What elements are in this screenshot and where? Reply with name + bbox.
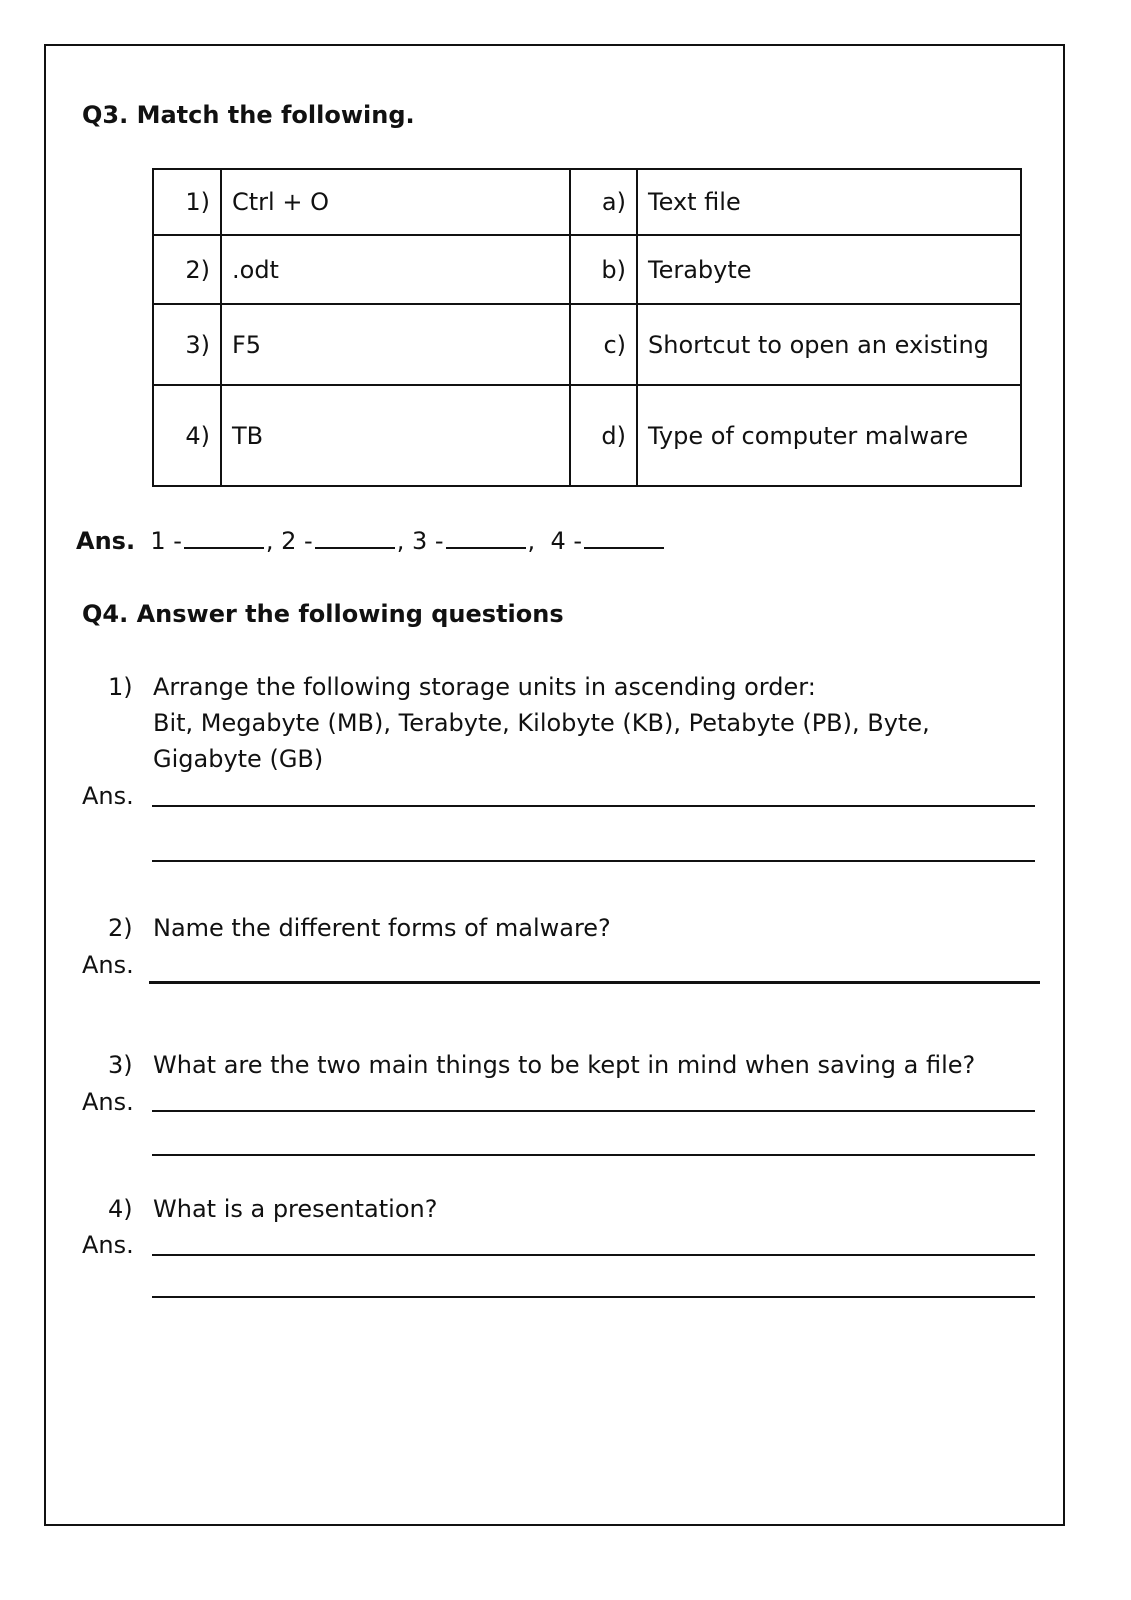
q3-answer-line: Ans. 1 - , 2 - , 3 - , 4 -	[76, 526, 666, 556]
right-item: Terabyte	[637, 235, 1021, 304]
answer-line[interactable]	[152, 805, 1035, 807]
ans-label: Ans.	[82, 782, 134, 810]
question-text: Name the different forms of malware?	[153, 914, 611, 942]
answer-blank[interactable]	[446, 527, 526, 549]
row-number: 1)	[153, 169, 221, 235]
question-number: 3)	[108, 1051, 133, 1079]
answer-line[interactable]	[152, 1254, 1035, 1256]
answer-line[interactable]	[152, 1296, 1035, 1298]
table-row	[153, 385, 1021, 486]
answer-line[interactable]	[152, 1154, 1035, 1156]
row-letter: b)	[570, 235, 637, 304]
row-number: 3)	[153, 304, 221, 385]
question-text: Bit, Megabyte (MB), Terabyte, Kilobyte (KB), Petabyte (PB), Byte,	[153, 709, 930, 737]
answer-line[interactable]	[149, 981, 1040, 984]
ans-item: 2 -	[281, 527, 313, 555]
question-number: 1)	[108, 673, 133, 701]
table-row	[153, 304, 1021, 385]
left-item: TB	[221, 385, 570, 486]
answer-line[interactable]	[152, 1110, 1035, 1112]
left-item: Ctrl + O	[221, 169, 570, 235]
ans-item: 4 -	[550, 527, 582, 555]
question-text: Arrange the following storage units in ascending order:	[153, 673, 816, 701]
ans-item: 3 -	[411, 527, 444, 555]
ans-item: 1 -	[150, 527, 182, 555]
answer-line[interactable]	[152, 860, 1035, 862]
ans-label: Ans.	[82, 951, 134, 979]
row-number: 2)	[153, 235, 221, 304]
row-letter: c)	[570, 304, 637, 385]
answer-blank[interactable]	[184, 527, 264, 549]
right-item: Shortcut to open an existing	[637, 304, 1021, 385]
table-row	[153, 169, 1021, 235]
match-table	[152, 168, 1022, 487]
left-item: F5	[221, 304, 570, 385]
right-item: Text file	[637, 169, 1021, 235]
q4-title: Q4. Answer the following questions	[82, 600, 564, 628]
question-text: What are the two main things to be kept in mind when saving a file?	[153, 1051, 976, 1079]
question-text: What is a presentation?	[153, 1195, 438, 1223]
question-number: 4)	[108, 1195, 133, 1223]
q3-title: Q3. Match the following.	[82, 101, 415, 129]
question-text: Gigabyte (GB)	[153, 745, 324, 773]
ans-label: Ans.	[82, 1231, 134, 1259]
row-letter: d)	[570, 385, 637, 486]
row-number: 4)	[153, 385, 221, 486]
ans-label: Ans.	[76, 527, 136, 555]
row-letter: a)	[570, 169, 637, 235]
answer-blank[interactable]	[584, 527, 664, 549]
ans-label: Ans.	[82, 1088, 134, 1116]
answer-blank[interactable]	[315, 527, 395, 549]
table-row	[153, 235, 1021, 304]
right-item: Type of computer malware	[637, 385, 1021, 486]
left-item: .odt	[221, 235, 570, 304]
question-number: 2)	[108, 914, 133, 942]
